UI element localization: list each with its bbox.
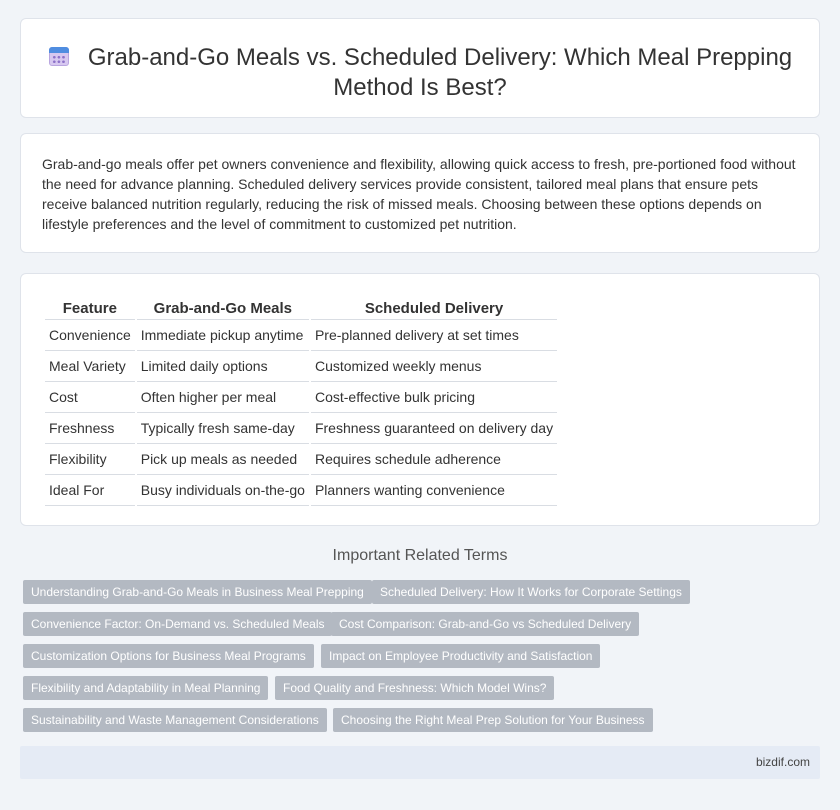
related-tag-employee-productivity[interactable]: Impact on Employee Productivity and Satisfaction (321, 644, 600, 668)
table-row (45, 413, 557, 444)
header-card (20, 18, 820, 118)
table-row (45, 444, 557, 475)
table-cell: Pre-planned delivery at set times (311, 320, 557, 351)
table-cell: Convenience (45, 320, 135, 351)
related-tag-convenience-factor[interactable]: Convenience Factor: On-Demand vs. Scheduled Meals (23, 612, 332, 636)
footer (20, 746, 820, 779)
footer-site[interactable]: bizdif.com (755, 755, 810, 769)
related-tag-food-quality[interactable]: Food Quality and Freshness: Which Model Wins? (275, 676, 554, 700)
table-cell: Busy individuals on-the-go (137, 475, 309, 506)
table-cell: Limited daily options (137, 351, 309, 382)
header-scheduled-delivery: Scheduled Delivery (311, 294, 557, 320)
table-cell: Freshness guaranteed on delivery day (311, 413, 557, 444)
table-cell: Freshness (45, 413, 135, 444)
related-tag-scheduled-delivery[interactable]: Scheduled Delivery: How It Works for Corporate Settings (372, 580, 690, 604)
intro-card (20, 133, 820, 253)
table-cell: Immediate pickup anytime (137, 320, 309, 351)
table-cell: Often higher per meal (137, 382, 309, 413)
page-title-container (21, 43, 819, 103)
header-feature: Feature (45, 294, 135, 320)
table-cell: Cost-effective bulk pricing (311, 382, 557, 413)
header-grab-and-go: Grab-and-Go Meals (137, 294, 309, 320)
related-tag-grab-and-go-understanding[interactable]: Understanding Grab-and-Go Meals in Business Meal Prepping (23, 580, 372, 604)
table-cell: Ideal For (45, 475, 135, 506)
related-tag-flexibility[interactable]: Flexibility and Adaptability in Meal Planning (23, 676, 268, 700)
table-row (45, 351, 557, 382)
table-cell: Planners wanting convenience (311, 475, 557, 506)
table-cell: Meal Variety (45, 351, 135, 382)
table-cell: Requires schedule adherence (311, 444, 557, 475)
related-tag-cost-comparison[interactable]: Cost Comparison: Grab-and-Go vs Scheduled Delivery (331, 612, 639, 636)
table-cell: Flexibility (45, 444, 135, 475)
table-cell: Customized weekly menus (311, 351, 557, 382)
table-cell: Cost (45, 382, 135, 413)
related-tag-customization-options[interactable]: Customization Options for Business Meal Programs (23, 644, 314, 668)
table-cell: Typically fresh same-day (137, 413, 309, 444)
table-header-row (45, 294, 557, 320)
comparison-card (20, 273, 820, 526)
comparison-table (43, 294, 559, 506)
table-row (45, 320, 557, 351)
related-terms-heading: Important Related Terms (332, 547, 508, 564)
related-tag-choosing-solution[interactable]: Choosing the Right Meal Prep Solution for Your Business (333, 708, 653, 732)
intro-paragraph: Grab-and-go meals offer pet owners convenience and flexibility, allowing quick access to fresh, pre-portioned food without the need for advance planning. Scheduled delivery services provide consistent, tailored meal plans that ensure pets receive balanced nutrition regularly, reducing the risk of missed meals. Choosing between these options depends on lifestyle preferences and the level of commitment to customized pet nutrition. (42, 156, 796, 232)
table-row (45, 475, 557, 506)
related-tag-sustainability[interactable]: Sustainability and Waste Management Considerations (23, 708, 327, 732)
table-row (45, 382, 557, 413)
page-title: Grab-and-Go Meals vs. Scheduled Delivery: Which Meal Prepping Method Is Best? (87, 44, 793, 101)
table-cell: Pick up meals as needed (137, 444, 309, 475)
calendar-icon (48, 44, 70, 68)
